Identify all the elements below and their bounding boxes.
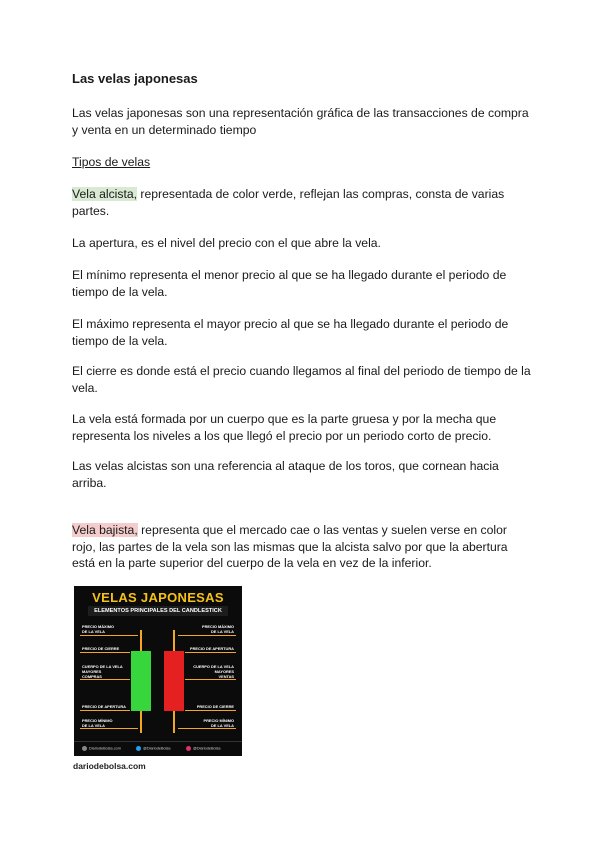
doc-title: Las velas japonesas	[72, 71, 198, 86]
figure-footer	[74, 741, 242, 756]
minimo-paragraph: El mínimo representa el menor precio al que se ha llegado durante el periodo de tiempo de la vela.	[72, 268, 507, 299]
alcista-paragraph	[72, 186, 532, 219]
right-line-body	[185, 679, 236, 680]
cierre-paragraph: El cierre es donde está el precio cuando llegamos al final del periodo de tiempo de la vela.	[72, 364, 531, 395]
label-right-min: PRECIO MÍNIMO DE LA VELA	[203, 718, 234, 728]
green-upper-wick	[140, 630, 142, 651]
label-right-close: PRECIO DE CIERRE	[196, 704, 234, 709]
footer-site	[82, 746, 121, 751]
twitter-icon	[136, 746, 141, 751]
left-line-close	[80, 652, 130, 653]
bearish-candle	[164, 651, 184, 711]
bajista-text: representa que el mercado cae o las ventas y suelen verse en color rojo, las partes de la vela son las mismas que la alcista salvo por que la abertura está en la parte superior del cuerpo de la vela en vez de la inferior.	[72, 523, 508, 570]
bajista-paragraph	[72, 522, 532, 572]
left-line-min	[80, 728, 138, 729]
green-lower-wick	[140, 711, 142, 733]
footer-instagram	[186, 746, 221, 751]
bajista-term: Vela bajista,	[72, 523, 138, 537]
apertura-paragraph: La apertura, es el nivel del precio con el que abre la vela.	[72, 236, 381, 250]
image-caption: dariodebolsa.com	[73, 761, 146, 771]
footer-instagram-text: @DiariodeBolsa	[193, 746, 221, 751]
left-line-open	[80, 710, 130, 711]
label-right-max: PRECIO MÁXIMO DE LA VELA	[202, 624, 234, 634]
candlestick-infographic	[74, 586, 242, 756]
left-line-max	[80, 635, 138, 636]
section-subtitle: Tipos de velas	[72, 155, 151, 169]
footer-twitter	[136, 746, 171, 751]
red-upper-wick	[173, 630, 175, 651]
right-line-min	[178, 728, 236, 729]
figure-title: VELAS JAPONESAS	[92, 590, 224, 605]
instagram-icon	[186, 746, 191, 751]
maximo-paragraph: El máximo representa el mayor precio al que se ha llegado durante el periodo de tiempo de la vela.	[72, 317, 509, 348]
red-lower-wick	[173, 711, 175, 733]
figure-subtitle: ELEMENTOS PRINCIPALES DEL CANDLESTICK	[94, 608, 222, 614]
cuerpo-paragraph: La vela está formada por un cuerpo que es la parte gruesa y por la mecha que representa los niveles a los que llegó el precio por un periodo corto de precio.	[72, 412, 497, 443]
right-line-max	[178, 635, 236, 636]
label-left-min: PRECIO MÍNIMO DE LA VELA	[82, 718, 113, 728]
label-left-close: PRECIO DE CIERRE	[82, 646, 120, 651]
right-line-open	[185, 652, 236, 653]
label-right-open: PRECIO DE APERTURA	[190, 646, 234, 651]
intro-paragraph: Las velas japonesas son una representación gráfica de las transacciones de compra y venta en un determinado tiempo	[72, 106, 529, 137]
right-line-close	[185, 710, 236, 711]
label-left-max: PRECIO MÁXIMO DE LA VELA	[82, 624, 114, 634]
alcista-term: Vela alcista,	[72, 187, 138, 201]
label-right-body: CUERPO DE LA VELA MAYORES VENTAS	[193, 664, 234, 679]
footer-site-text: DiariodeBolsa.com	[89, 746, 121, 751]
alcista-text: representada de color verde, reflejan las compras, consta de varias partes.	[72, 187, 505, 218]
left-line-body	[80, 679, 130, 680]
toros-paragraph: Las velas alcistas son una referencia al ataque de los toros, que cornean hacia arriba.	[72, 459, 499, 490]
globe-icon	[82, 746, 87, 751]
bullish-candle	[131, 651, 151, 711]
label-left-body: CUERPO DE LA VELA MAYORES COMPRAS	[82, 664, 123, 679]
label-left-open: PRECIO DE APERTURA	[82, 704, 126, 709]
footer-twitter-text: @DiariodeBolsa	[143, 746, 171, 751]
